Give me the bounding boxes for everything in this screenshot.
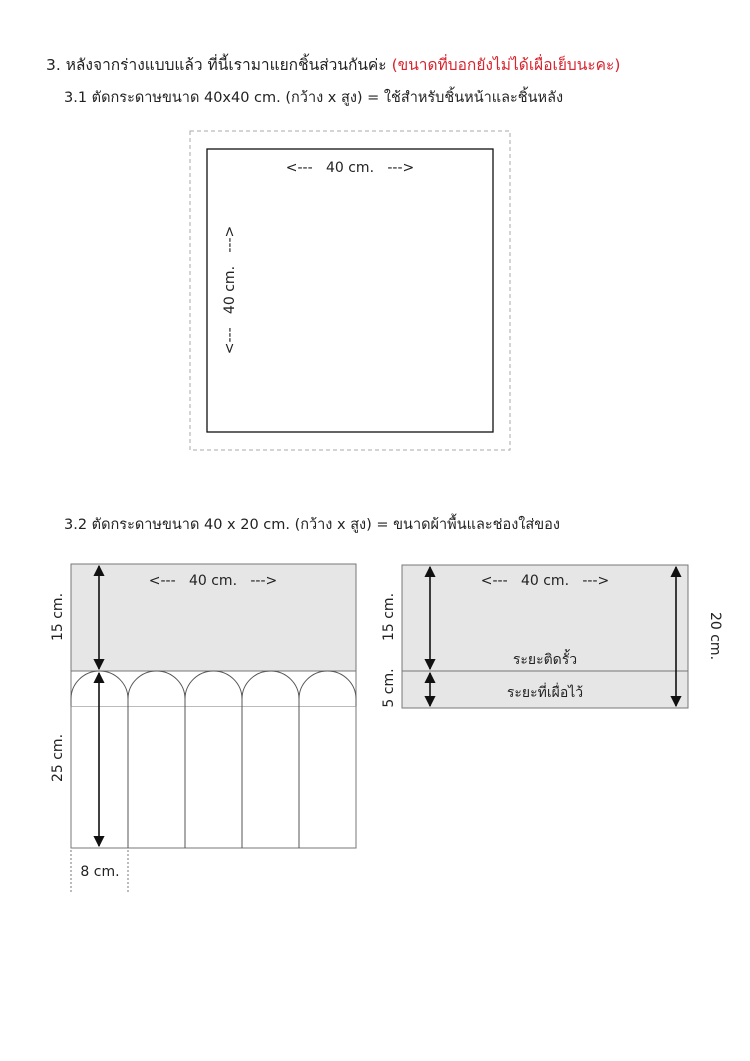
left-width-label: <--- 40 cm. --->: [148, 573, 278, 589]
zipper-label: ระยะติดรั้ว: [512, 652, 578, 668]
left-top-label: 15 cm.: [50, 592, 66, 642]
step-3-1-text: 3.1 ตัดกระดาษขนาด 40x40 cm. (กว้าง x สูง) = ใช้สำหรับชิ้นหน้าและชิ้นหลัง: [64, 90, 564, 106]
heading-text: 3. หลังจากร่างแบบแล้ว ที่นี้เรามาแยกชิ้นส่วนกันค่ะ: [46, 56, 392, 74]
pocket-width-label: 8 cm.: [80, 864, 120, 880]
front-back-panel: [207, 149, 493, 432]
right-bottom-label: 5 cm.: [381, 668, 397, 708]
square-height-label: <--- 40 cm. --->: [222, 225, 238, 355]
right-top-label: 15 cm.: [381, 592, 397, 642]
square-width-label: <--- 40 cm. --->: [285, 160, 415, 176]
left-bottom-label: 25 cm.: [50, 733, 66, 783]
right-total-label: 20 cm.: [707, 611, 723, 661]
right-width-label: <--- 40 cm. --->: [480, 573, 610, 589]
heading-note: (ขนาดที่บอกยังไม่ได้เผื่อเย็บนะคะ): [391, 56, 621, 74]
pocket-arches: [71, 671, 356, 706]
step-3-2-text: 3.2 ตัดกระดาษขนาด 40 x 20 cm. (กว้าง x สูง) = ขนาดผ้าพื้นและช่องใส่ของ: [64, 517, 560, 533]
allowance-label: ระยะที่เผื่อไว้: [506, 685, 584, 701]
